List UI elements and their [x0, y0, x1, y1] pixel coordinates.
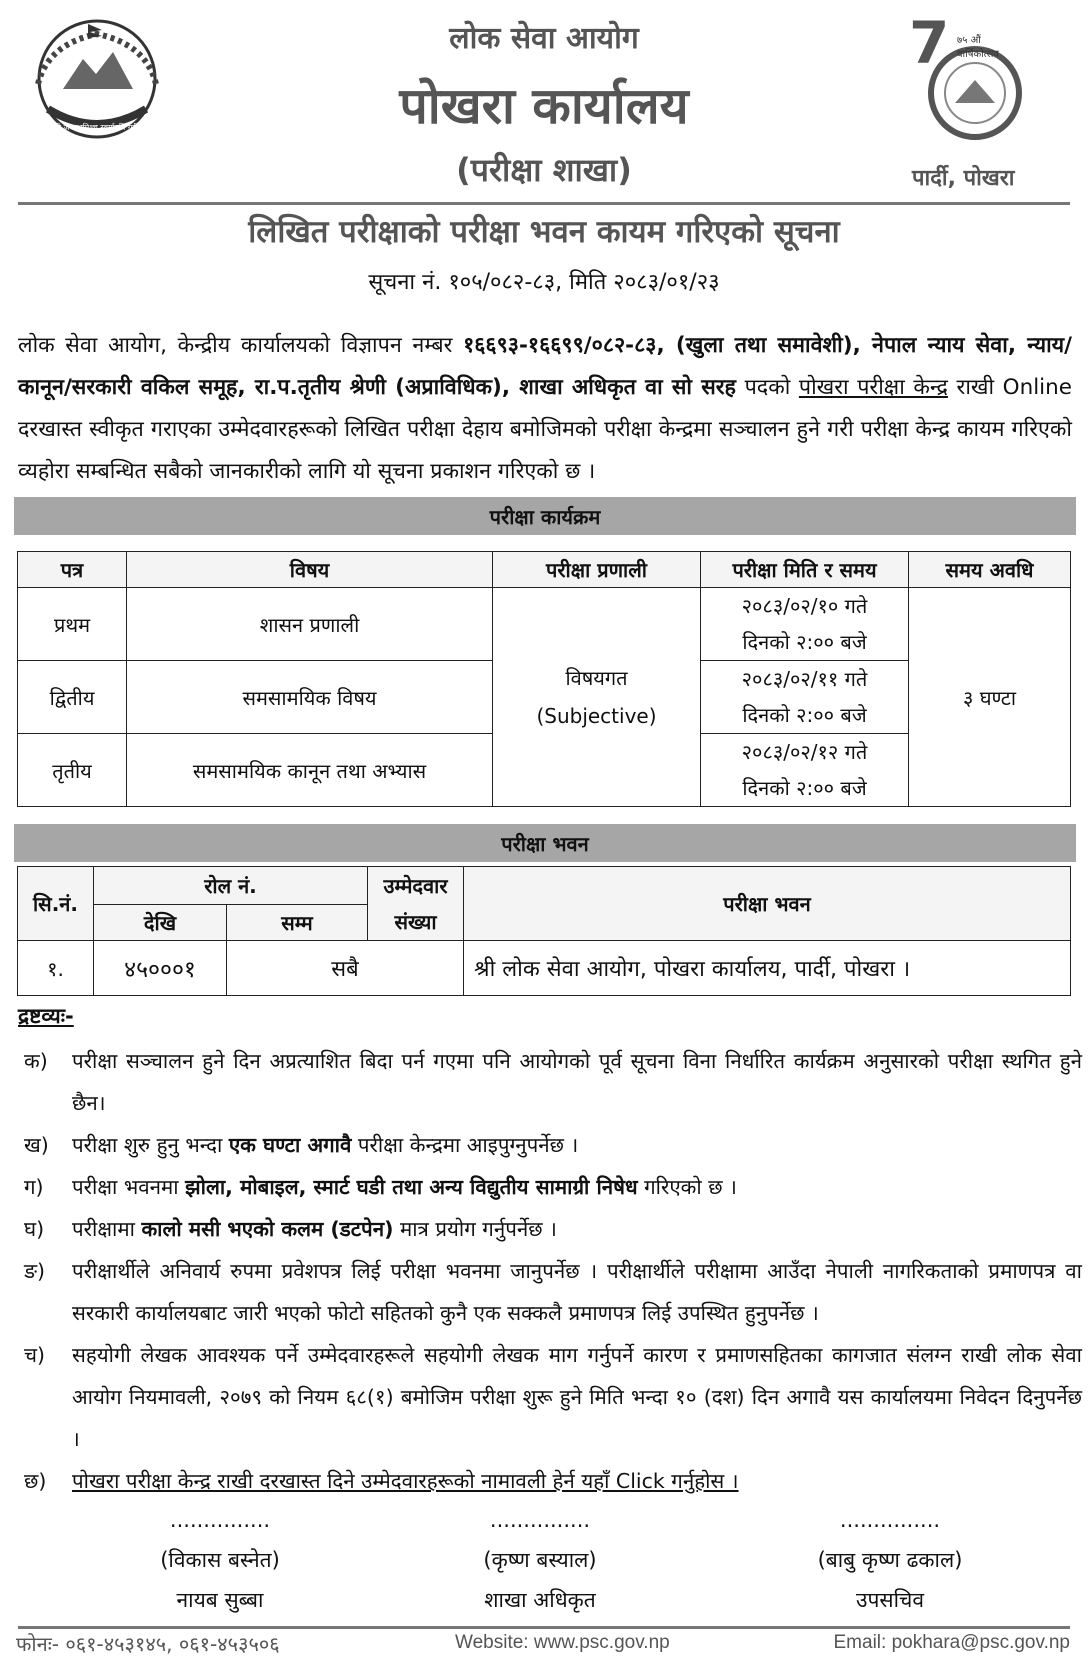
- notes-heading: द्रष्टव्यः-: [18, 1004, 74, 1028]
- advertisement-details: १६६९३-१६६९९/०८२-८३, (खुला तथा समावेशी), नेपाल न्याय सेवा, न्याय/कानून/सरकारी वकिल समूह, रा.प.तृतीय श्रेणी (अप्राविधिक), शाखा अधिकृत वा सो सरह: [18, 333, 1072, 400]
- system-label-en: (Subjective): [536, 704, 657, 728]
- signature-line: ...............: [489, 1508, 591, 1532]
- note-label: ग): [24, 1175, 44, 1199]
- intro-paragraph: [18, 325, 1072, 493]
- footer-website[interactable]: Website: www.psc.gov.np: [455, 1632, 670, 1653]
- header-datetime: परीक्षा मिति र समय: [701, 552, 909, 588]
- venue-table: [17, 866, 1071, 996]
- note-label: च): [24, 1343, 46, 1367]
- signature-line: ...............: [169, 1508, 271, 1532]
- roll-from-cell: ४५०००१: [94, 941, 227, 996]
- header-subject: विषय: [127, 552, 493, 588]
- note-text-bold: झोला, मोबाइल, स्मार्ट घडी तथा अन्य विद्युतीय सामाग्री निषेध: [185, 1175, 638, 1199]
- header-to: सम्म: [227, 905, 368, 941]
- exam-center-link[interactable]: पोखरा परीक्षा केन्द्र: [798, 375, 948, 400]
- signatory-name: (कृष्ण बस्याल): [483, 1548, 597, 1572]
- footer-email[interactable]: Email: pokhara@psc.gov.np: [833, 1632, 1070, 1653]
- candidate-list-link[interactable]: पोखरा परीक्षा केन्द्र राखी दरखास्त दिने उम्मेदवारहरूको नामावली हेर्न यहाँ Click गर्नुहोस ।: [72, 1469, 739, 1493]
- signature-line: ...............: [839, 1508, 941, 1532]
- header-duration: समय अवधि: [909, 552, 1071, 588]
- office-name: पोखरा कार्यालय: [399, 77, 689, 135]
- intro-text-5: राखी Online दरखास्त स्वीकृत गराएका उम्मेदवारहरूको लिखित परीक्षा देहाय बमोजिमको परीक्षा केन्द्रमा सञ्चालन हुने गरी परीक्षा केन्द्र कायम गरिएको व्यहोरा सम्बन्धित सबैको जानकारीको लागि यो सूचना प्रकाशन गरिएको छ ।: [18, 375, 1073, 484]
- header-roll: रोल नं.: [94, 867, 368, 905]
- footer-rule: [18, 1626, 1070, 1629]
- signature-block-2: [420, 1500, 660, 1620]
- system-cell: [493, 588, 701, 807]
- header-venue: परीक्षा भवन: [464, 867, 1071, 941]
- section-name: (परीक्षा शाखा): [456, 151, 632, 189]
- signature-block-1: [100, 1500, 340, 1620]
- note-label: घ): [24, 1217, 45, 1241]
- venue-cell: श्री लोक सेवा आयोग, पोखरा कार्यालय, पार्दी, पोखरा ।: [464, 941, 1071, 996]
- sn-cell: १.: [18, 941, 94, 996]
- intro-text-3: पदको: [735, 375, 799, 400]
- paper-cell: द्वितीय: [18, 661, 127, 734]
- exam-date: २०८३/०२/१२ गते: [741, 740, 868, 764]
- note-label: क): [24, 1049, 48, 1073]
- subject-cell: समसामयिक कानून तथा अभ्यास: [127, 734, 493, 807]
- subject-cell: शासन प्रणाली: [127, 588, 493, 661]
- datetime-cell: [701, 588, 909, 661]
- notice-number: सूचना नं. १०५/०८२-८३, मिति २०८३/०१/२३: [368, 270, 720, 295]
- note-item: [24, 1208, 1074, 1250]
- datetime-cell: [701, 734, 909, 807]
- paper-cell: तृतीय: [18, 734, 127, 807]
- signatory-name: (बाबु कृष्ण ढकाल): [817, 1548, 963, 1572]
- exam-time: दिनको २:०० बजे: [742, 776, 867, 800]
- note-item: [24, 1460, 1074, 1502]
- header-system: परीक्षा प्रणाली: [493, 552, 701, 588]
- note-text: परीक्षा सञ्चालन हुने दिन अप्रत्याशित बिदा पर्न गएमा पनि आयोगको पूर्व सूचना विना निर्धारित कार्यक्रम अनुसारको परीक्षा स्थगित हुने छैन।: [72, 1049, 1082, 1115]
- note-label: ङ): [24, 1259, 46, 1283]
- header-paper: पत्र: [18, 552, 127, 588]
- note-text-post: मात्र प्रयोग गर्नुपर्नेछ ।: [393, 1217, 557, 1241]
- header-rule: [18, 202, 1070, 205]
- exam-date: २०८३/०२/१० गते: [741, 594, 868, 618]
- note-text: [72, 1208, 1082, 1250]
- signatory-name: (विकास बस्नेत): [160, 1548, 280, 1572]
- nepal-emblem: जननी जन्मभूमिश्च स्वर्गादपि गरीयसी: [18, 14, 176, 144]
- note-item: [24, 1250, 1082, 1334]
- system-label: विषयगत: [565, 666, 628, 690]
- subject-cell: समसामयिक विषय: [127, 661, 493, 734]
- duration-cell: ३ घण्टा: [909, 588, 1071, 807]
- exam-time: दिनको २:०० बजे: [742, 703, 867, 727]
- note-text-bold: एक घण्टा अगावै: [228, 1133, 352, 1157]
- office-location: पार्दी, पोखरा: [912, 166, 1015, 191]
- anniversary-logo: 7 ७५ औं वार्षिकोत्सव: [905, 8, 1025, 158]
- notice-title: लिखित परीक्षाको परीक्षा भवन कायम गरिएको सूचना: [248, 214, 840, 250]
- note-text: परीक्षार्थीले अनिवार्य रुपमा प्रवेशपत्र लिई परीक्षा भवनमा जानुपर्नेछ । परीक्षार्थीले परीक्षामा आउँदा नेपाली नागरिकताको प्रमाणपत्र वा सरकारी कार्यालयबाट जारी भएको फोटो सहितको कुनै एक सक्कलै प्रमाणपत्र लिई उपस्थित हुनुपर्नेछ ।: [72, 1259, 1082, 1325]
- exam-date: २०८३/०२/११ गते: [741, 667, 868, 691]
- note-label: छ): [24, 1469, 47, 1493]
- schedule-table: [17, 551, 1071, 807]
- signature-block-3: [760, 1500, 1020, 1620]
- note-text-post: गरिएको छ ।: [637, 1175, 737, 1199]
- org-name: लोक सेवा आयोग: [449, 21, 639, 56]
- intro-text-1: लोक सेवा आयोग, केन्द्रीय कार्यालयको विज्ञापन नम्बर: [18, 333, 464, 358]
- datetime-cell: [701, 661, 909, 734]
- note-text: [72, 1166, 1082, 1208]
- header-count: [368, 867, 464, 941]
- signatory-title: उपसचिव: [855, 1588, 925, 1612]
- roll-to-cell: सबै: [227, 941, 464, 996]
- header-from: देखि: [94, 905, 227, 941]
- note-text-bold: कालो मसी भएको कलम (डटपेन): [141, 1217, 394, 1241]
- header-count-line2: संख्या: [394, 909, 437, 934]
- schedule-band: परीक्षा कार्यक्रम: [14, 497, 1076, 535]
- venue-band: परीक्षा भवन: [14, 824, 1076, 862]
- note-text: [72, 1124, 1082, 1166]
- note-text-pre: परीक्षामा: [72, 1217, 142, 1241]
- signatory-title: शाखा अधिकृत: [484, 1588, 596, 1612]
- note-text-post: परीक्षा केन्द्रमा आइपुग्नुपर्नेछ ।: [351, 1133, 579, 1157]
- note-item: [24, 1334, 1082, 1460]
- note-text-pre: परीक्षा शुरु हुनु भन्दा: [72, 1133, 229, 1157]
- paper-cell: प्रथम: [18, 588, 127, 661]
- signatory-title: नायब सुब्बा: [176, 1588, 264, 1612]
- note-item: [24, 1166, 1074, 1208]
- table-row: [18, 941, 1071, 996]
- header-sn: सि.नं.: [18, 867, 94, 941]
- note-item: [24, 1040, 1082, 1124]
- note-text: सहयोगी लेखक आवश्यक पर्ने उम्मेदवारहरूले सहयोगी लेखक माग गर्नुपर्ने कारण र प्रमाणसहितका कागजात संलग्न राखी लोक सेवा आयोग नियमावली, २०७९ को नियम ६८(१) बमोजिम परीक्षा शुरू हुने मिति भन्दा १० (दश) दिन अगावै यस कार्यालयमा निवेदन दिनुपर्नेछ ।: [72, 1343, 1082, 1451]
- note-item: [24, 1124, 1074, 1166]
- table-row: [18, 588, 1071, 661]
- exam-time: दिनको २:०० बजे: [742, 630, 867, 654]
- footer-phone: फोनः- ०६१-४५३१४५, ०६१-४५३५०६: [16, 1632, 280, 1656]
- note-label: ख): [24, 1133, 49, 1157]
- note-text-pre: परीक्षा भवनमा: [72, 1175, 186, 1199]
- svg-text:7: 7: [909, 9, 950, 77]
- header-count-line1: उम्मेदवार: [383, 873, 448, 898]
